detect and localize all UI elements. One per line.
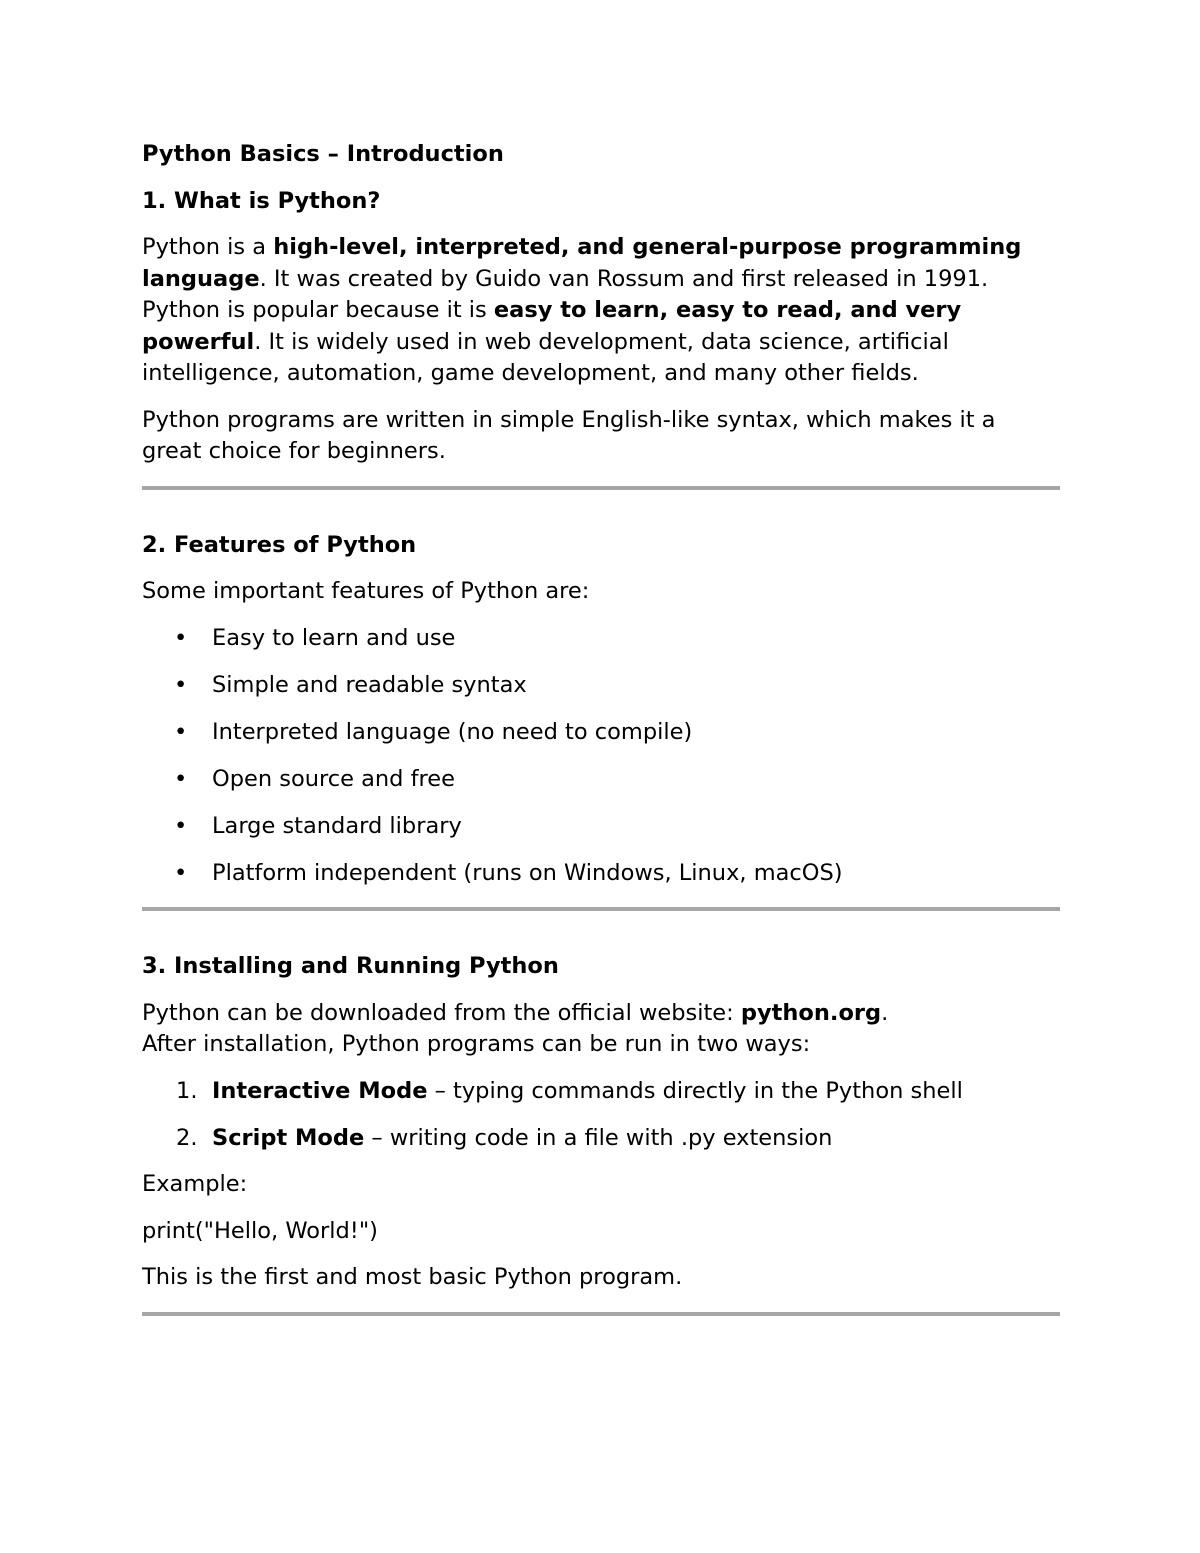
text-run: After installation, Python programs can be run in two ways: [142, 1031, 811, 1057]
bullet-icon: • [174, 718, 188, 745]
paragraph-download [142, 998, 1060, 1061]
list-item-text: Simple and readable syntax [212, 671, 527, 698]
list-item [142, 717, 1060, 749]
list-item [142, 670, 1060, 702]
horizontal-divider [142, 486, 1060, 490]
paragraph-features-intro: Some important features of Python are: [142, 578, 590, 604]
text-run: . It is widely used in web development, data science, artificial intelligence, automation, game development, and many other fields. [142, 328, 949, 386]
python-org-reference: python.org [740, 999, 882, 1026]
horizontal-divider [142, 1312, 1060, 1316]
text-run: Python can be downloaded from the official website: [142, 999, 741, 1026]
list-number: 2. [176, 1124, 198, 1151]
list-number: 1. [176, 1077, 198, 1104]
section-heading-features: 2. Features of Python [142, 531, 417, 558]
list-item-text: Easy to learn and use [212, 624, 456, 651]
run-modes-list [142, 1076, 1060, 1155]
text-run: Python is a [142, 234, 274, 260]
list-item-text: Large standard library [212, 812, 462, 839]
list-item [142, 623, 1060, 655]
bullet-icon: • [174, 812, 188, 839]
bullet-icon: • [174, 859, 188, 886]
example-label: Example: [142, 1171, 248, 1197]
list-item [142, 1123, 1060, 1155]
bullet-icon: • [174, 671, 188, 698]
mode-description: – writing code in a file with .py extension [364, 1124, 833, 1151]
bold-text-run: easy to learn, easy to read, and very powerful [142, 297, 962, 355]
example-code: print("Hello, World!") [142, 1217, 378, 1244]
list-item [142, 811, 1060, 843]
bullet-icon: • [174, 765, 188, 792]
section-heading-installing: 3. Installing and Running Python [142, 953, 559, 979]
mode-name: Interactive Mode [212, 1077, 428, 1104]
text-run: . It was created by Guido van Rossum and first released in 1991. Python is popular because it is [142, 265, 989, 323]
features-list [142, 623, 1060, 890]
mode-description: – typing commands directly in the Python shell [427, 1077, 963, 1104]
list-item-text: Interpreted language (no need to compile) [212, 718, 693, 745]
section-heading-what-is-python: 1. What is Python? [142, 187, 381, 214]
paragraph-python-definition [142, 232, 1060, 390]
horizontal-divider [142, 907, 1060, 911]
bullet-icon: • [174, 624, 188, 651]
list-item [142, 1076, 1060, 1108]
paragraph-python-syntax: Python programs are written in simple English-like syntax, which makes it a great choice for beginners. [142, 406, 996, 464]
bold-text-run: high-level, interpreted, and general-purpose programming language [142, 234, 1022, 292]
list-item [142, 858, 1060, 890]
document-title: Python Basics – Introduction [142, 141, 504, 167]
paragraph-closing: This is the first and most basic Python program. [142, 1264, 683, 1290]
list-item-text: Open source and free [212, 765, 455, 792]
text-run: . [881, 999, 889, 1026]
list-item-text: Platform independent (runs on Windows, Linux, macOS) [212, 859, 843, 886]
list-item [142, 764, 1060, 796]
document-page [142, 139, 1060, 1356]
mode-name: Script Mode [212, 1124, 365, 1151]
